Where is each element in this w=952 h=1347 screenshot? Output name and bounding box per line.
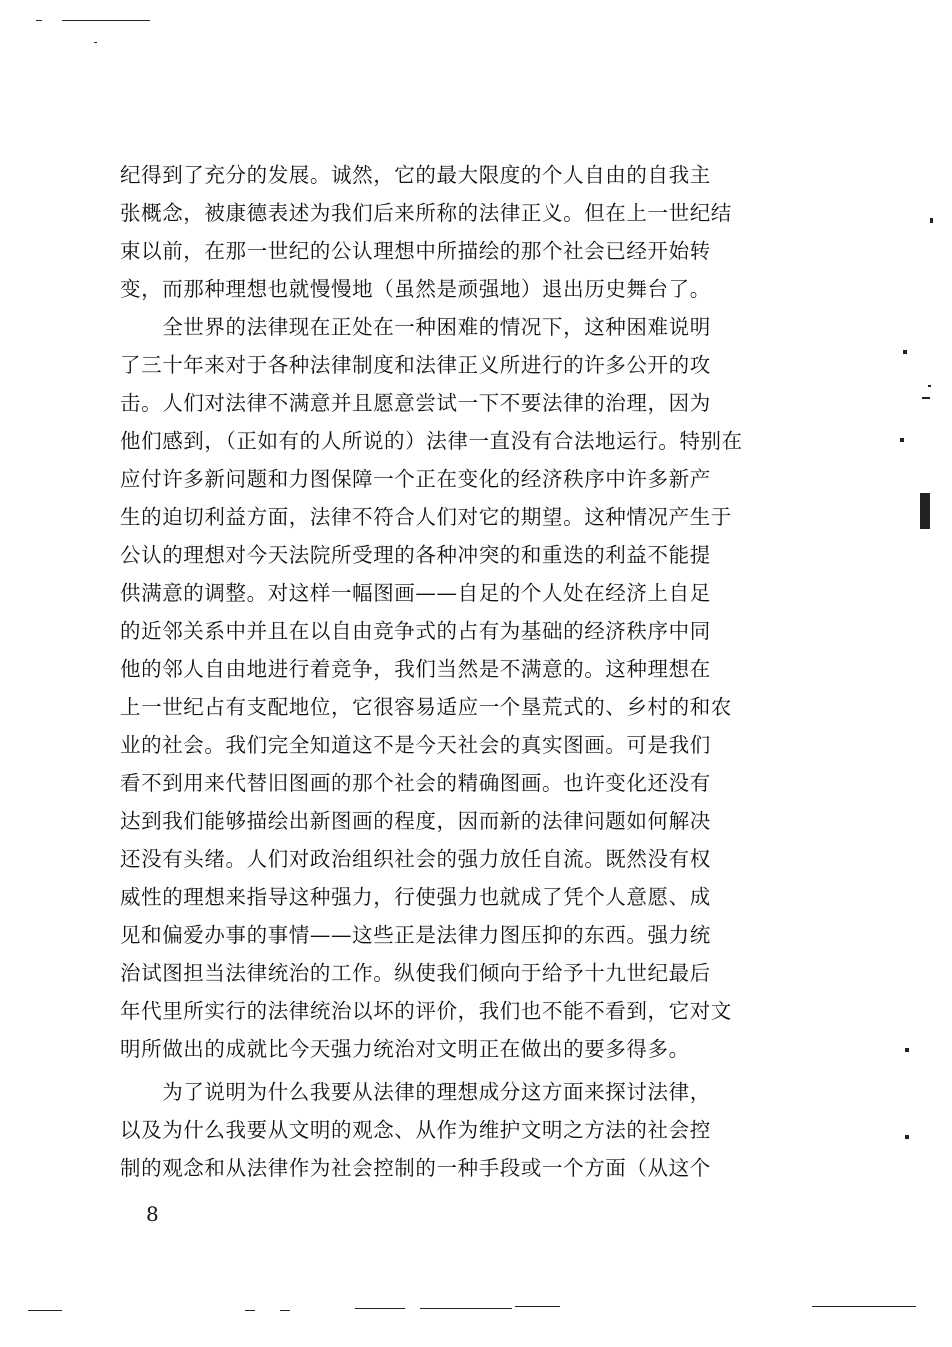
scan-dot: [900, 438, 904, 442]
text-line: 束以前，在那一世纪的公认理想中所描绘的那个社会已经开始转: [120, 239, 711, 263]
text-line: 他的邻人自由地进行着竞争，我们当然是不满意的。这种理想在: [120, 657, 711, 681]
text-line: 业的社会。我们完全知道这不是今天社会的真实图画。可是我们: [120, 733, 711, 757]
scan-dot: [903, 350, 907, 354]
text-line: 达到我们能够描绘出新图画的程度，因而新的法律问题如何解决: [120, 809, 711, 833]
body-text: [120, 156, 805, 1187]
text-line: 为了说明为什么我要从法律的理想成分这方面来探讨法律，: [120, 1080, 711, 1104]
scan-mark-right-edge: [922, 397, 930, 399]
paragraph: [120, 1073, 805, 1187]
scan-mark-right-edge: [920, 493, 930, 529]
scan-mark-bottom: [280, 1310, 290, 1311]
text-line: 明所做出的成就比今天强力统治对文明正在做出的要多得多。: [120, 1037, 690, 1061]
text-line: 看不到用来代替旧图画的那个社会的精确图画。也许变化还没有: [120, 771, 711, 795]
text-line: 制的观念和从法律作为社会控制的一种手段或一个方面（从这个: [120, 1156, 711, 1180]
page-number: 8: [146, 1202, 159, 1226]
scan-mark-top-left: [94, 42, 97, 43]
text-line: 全世界的法律现在正处在一种困难的情况下，这种困难说明: [120, 315, 711, 339]
scan-mark-bottom: [355, 1308, 405, 1309]
text-line: 应付许多新问题和力图保障一个正在变化的经济秩序中许多新产: [120, 467, 711, 491]
text-line: 公认的理想对今天法院所受理的各种冲突的和重迭的利益不能提: [120, 543, 711, 567]
text-line: 击。人们对法律不满意并且愿意尝试一下不要法律的治理，因为: [120, 391, 711, 415]
scan-mark-right-edge: [928, 385, 931, 387]
scan-mark-bottom: [515, 1306, 560, 1307]
scan-mark-bottom: [245, 1310, 255, 1311]
text-line: 的近邻关系中并且在以自由竞争式的占有为基础的经济秩序中同: [120, 619, 711, 643]
text-line: 变，而那种理想也就慢慢地（虽然是顽强地）退出历史舞台了。: [120, 277, 711, 301]
text-line: 威性的理想来指导这种强力，行使强力也就成了凭个人意愿、成: [120, 885, 711, 909]
scan-mark-bottom: [812, 1306, 916, 1307]
scan-dot: [905, 1135, 909, 1139]
text-line: 还没有头绪。人们对政治组织社会的强力放任自流。既然没有权: [120, 847, 711, 871]
scan-dot: [905, 1048, 909, 1052]
scan-mark-top-left: [62, 20, 150, 21]
paragraph: [120, 308, 805, 1068]
text-line: 供满意的调整。对这样一幅图画——自足的个人处在经济上自足: [120, 581, 711, 605]
text-line: 他们感到，（正如有的人所说的）法律一直没有合法地运行。特别在: [120, 429, 743, 453]
text-line: 见和偏爱办事的事情——这些正是法律力图压抑的东西。强力统: [120, 923, 711, 947]
scan-mark-bottom: [420, 1308, 512, 1309]
scan-dot: [930, 218, 933, 223]
text-line: 上一世纪占有支配地位，它很容易适应一个垦荒式的、乡村的和农: [120, 695, 732, 719]
text-line: 以及为什么我要从文明的观念、从作为维护文明之方法的社会控: [120, 1118, 711, 1142]
text-line: 年代里所实行的法律统治以坏的评价，我们也不能不看到，它对文: [120, 999, 732, 1023]
scan-mark-top-left: [36, 20, 42, 21]
text-line: 生的迫切利益方面，法律不符合人们对它的期望。这种情况产生于: [120, 505, 732, 529]
scan-mark-bottom: [28, 1310, 62, 1311]
paragraph: [120, 156, 805, 308]
text-line: 张概念，被康德表述为我们后来所称的法律正义。但在上一世纪结: [120, 201, 732, 225]
text-line: 了三十年来对于各种法律制度和法律正义所进行的许多公开的攻: [120, 353, 711, 377]
text-line: 治试图担当法律统治的工作。纵使我们倾向于给予十九世纪最后: [120, 961, 711, 985]
text-line: 纪得到了充分的发展。诚然，它的最大限度的个人自由的自我主: [120, 163, 711, 187]
